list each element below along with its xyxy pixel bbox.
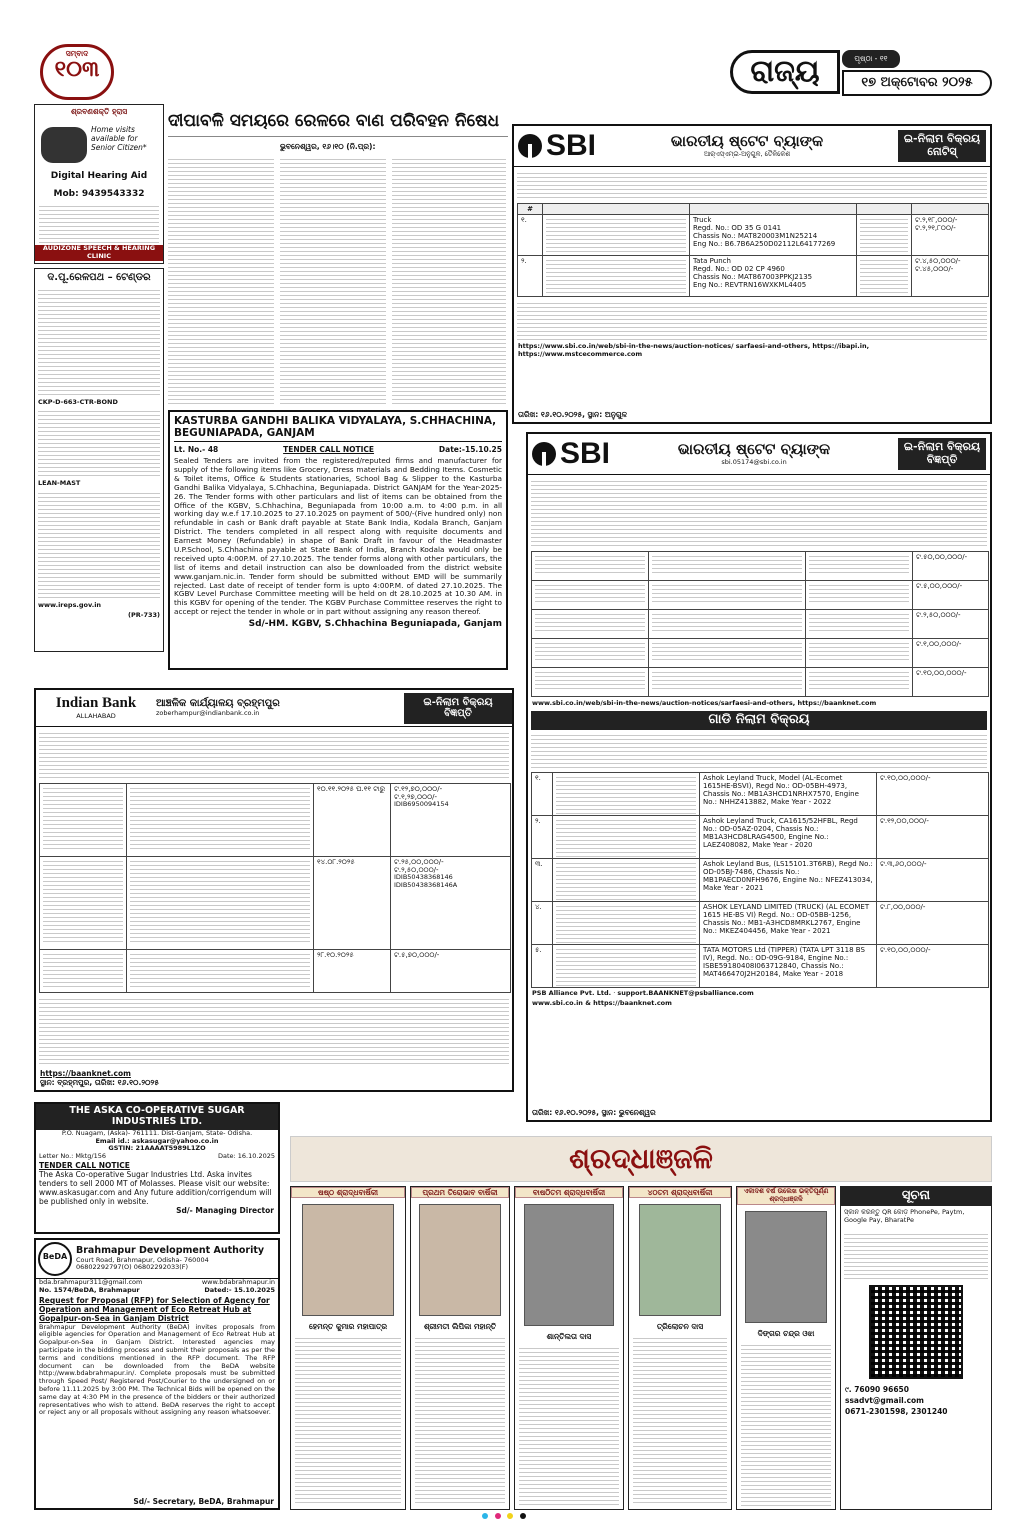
sbi2-reserve-1: ଟ.୫୦,୦୦,୦୦୦/- — [913, 552, 989, 581]
paper-name: ସମ୍ବାଦ — [65, 49, 89, 58]
sbi2-v2-price: ଟ.୧୨,୦୦,୦୦୦/- — [877, 815, 989, 858]
indian-bank-terms — [39, 996, 509, 1066]
hearing-aid-image — [41, 127, 87, 163]
tribute-1-ribbon: ଷଷ୍ଠ ଶ୍ରାଦ୍ଧବାର୍ଷିକୀ — [291, 1187, 405, 1198]
sbi2-v1-price: ଟ.୧୦,୦୦,୦୦୦/- — [877, 772, 989, 815]
tribute-5-name: ଦିଙ୍ଗର ଚନ୍ଦ୍ର ଓଝା — [757, 1328, 815, 1338]
hearing-ad-mobile: Mob: 9439543332 — [53, 189, 145, 199]
hearing-ad-company: Digital Hearing Aid — [50, 171, 148, 181]
sbi2-reserve-4: ଟ.୧,୦୦,୦୦୦/- — [913, 639, 989, 668]
sbi1-table: # ୧. Truck Regd. No.: OD 35 G 0141 Chassis No.: MAT820003M1N25214 Eng No.: B6.7B6A250D02112L64177269 ଟ.୨,୧୮,୦୦୦/- ଟ.୨,୨୧,୮୦୦/- ୨. Tata Punch Regd. No.: OD 02 CP 4960 Chassis No.: MAT867003PPKJ2135 Eng No.: REVTRN16WXKML4405 ଟ.୪,୫୦,୦୦୦/- ଟ.୪୫,୦୦୦/- — [517, 203, 989, 297]
hearing-ad-tag: Home visits available for Senior Citizen* — [91, 125, 147, 152]
sbi2-reserve-3: ଟ.୨,୫୦,୦୦୦/- — [913, 610, 989, 639]
ib-amount-2: ଟ.୧,୨୭,୦୦୦/- — [394, 793, 438, 802]
sbi2-reserve-2: ଟ.୫,୦୦,୦୦୦/- — [913, 581, 989, 610]
tribute-3-ribbon: ବାଷଠିତମ ଶ୍ରାଦ୍ଧବାର୍ଷିକୀ — [515, 1187, 623, 1198]
sbi2-v2-desc: Ashok Leyland Truck, CA1615/52HFBL, Regd No.: OD-05AZ-0204, Chassis No.: MB1A3HCD8LRAG4500, Engine No.: LAEZ408082, Make Year - 2020 — [700, 815, 877, 858]
masthead-logo — [40, 44, 114, 100]
qr-code-icon[interactable] — [869, 1285, 963, 1379]
beda-notice — [34, 1238, 280, 1510]
sbi2-v3-desc: Ashok Leyland Bus, (LS15101.3T6RB), Regd No.: OD-05BJ-7486, Chassis No.: MB1PAECD0NFH9676, Engine No.: NFEZ413034, Make Year - 2021 — [700, 858, 877, 901]
tribute-1 — [290, 1186, 406, 1510]
tribute-4 — [628, 1186, 732, 1510]
reg-dot-magenta — [495, 1513, 501, 1519]
beda-email: bda.brahmapur311@gmail.com — [39, 1278, 143, 1286]
tribute-1-text — [295, 1335, 401, 1505]
sbi-logo-icon — [518, 134, 542, 158]
sbi1-intro — [517, 170, 987, 200]
railway-ref-1: CKP-D-663-CTR-BOND — [38, 397, 118, 406]
kgbv-body: Sealed Tenders are invited from the registered/reputed firms and manufacturer for supply of the following items like Grocery, Dress materials and Bedding Items. Cosmetic & Toilet items, Office & Students stationaries, School Bag & Slipper to the Kasturba Gandhi Balika Vidyalaya, S.Chhachina, Beguniapada. District GANJAM for the Year-2025-26. The Tender forms with other particulars and list of items can be obtained from the Office of the KGBV, S.Chhachina, Beguniapada from 10:00 a.m. to 4:00 p.m. in all working day w.e.f 17.10.2025 to 27.10.2025 on payment of 500/-(Five hundred only) non refundable in cash or Bank draft payable at State Bank India, Kodala Branch, Ganjam District. The tenders completed in all respect along with requisite documents and Earnest Money (Refundable) in shape of Bank Draft in favour of the Headmaster U.P.School, S.Chhachina payable at State Bank of India, Branch Kodala would only be received upto 4:00P.M. of 27.10.2025. The tender forms along with other particulars, the list of items and detail instruction can also be downloaded from the district website www.ganjam.nic.in. Tender form should be submitted without EMD will be summarily rejected. Last date of receipt of tender form is upto 4:00P.M. of dated 27.10.2025. The KGBV Level Purchase Committee meeting will be held on dt 28.10.2025 at 10.30 AM. in this KGBV for opening of the tender. The KGBV Purchase Committee reserves the right to accept or reject the tender in whole or in part without assigning any reason thereof. — [174, 456, 502, 617]
sbi1-logo: SBI — [518, 129, 596, 164]
section-name: ରାଜ୍ୟ — [750, 54, 820, 89]
hearing-ad-text — [39, 203, 159, 247]
sbi-notice-2 — [526, 432, 992, 1122]
notice-landline: 0671-2301598, 2301240 — [845, 1406, 948, 1416]
section-title — [730, 50, 840, 94]
kgbv-notice: TENDER CALL NOTICE — [283, 445, 375, 455]
sbi2-reserve-5: ଟ.୧୦,୦୦,୦୦୦/- — [913, 668, 989, 697]
beda-no: No. 1574/BeDA, Brahmapur — [39, 1285, 140, 1294]
indian-bank-table — [39, 783, 511, 993]
tribute-2-photo — [419, 1204, 501, 1316]
tribute-4-text — [633, 1335, 727, 1505]
sbi2-email: sbi.05174@sbi.co.in — [721, 457, 787, 466]
indian-bank-intro — [39, 730, 509, 780]
sbi2-v1-desc: Ashok Leyland Truck, Model (AL-Ecomet 1615HE-BSVI), Regd No.: OD-05BH-4973, Chassis No.: MB1A3HCD1NRHX7570, Engine No.: NHHZ413882, Make Year - 2022 — [700, 772, 877, 815]
aska-sign: Sd/- Managing Director — [176, 1206, 274, 1216]
sbi2-v5-price: ଟ.୧୦,୦୦,୦୦୦/- — [877, 944, 989, 987]
aska-sugar-notice — [34, 1102, 280, 1234]
ib-id-2: IDIB50438368146 — [394, 873, 453, 882]
sbi2-vehicle-intro — [531, 732, 987, 770]
sbi2-v5-desc: TATA MOTORS Ltd (TIPPER) (TATA LPT 3118 BS IV), Regd. No.: OD-09G-9184, Engine No.: ISBE59180408I063712840, Chassis No.: MAT466470J2H20184, Make Year - 2018 — [700, 944, 877, 987]
aska-notice: TENDER CALL NOTICE — [39, 1161, 130, 1171]
sbi1-header — [514, 126, 990, 167]
sbi2-property-table — [531, 551, 989, 697]
sbi2-vehicle-header: ଗାଡି ନିଲାମ ବିକ୍ରୟ — [531, 711, 987, 730]
page-number: ପୃଷ୍ଠା - ୧୧ — [842, 50, 900, 68]
tribute-2 — [410, 1186, 510, 1510]
beda-phone: 06802292797(O) 06802292033(F) — [76, 1263, 189, 1272]
beda-rfp: Request for Proposal (RFP) for Selection of Agency for Operation and Management of Eco Retreat Hub at Gopalpur-on-Sea in Ganjam District — [39, 1295, 270, 1323]
lead-story — [168, 108, 508, 408]
tribute-4-photo — [639, 1204, 721, 1316]
indian-bank-badge: ଇ-ନିଲାମ ବିକ୍ରୟ ବିଜ୍ଞପ୍ତି — [404, 693, 512, 724]
tribute-3-photo — [524, 1204, 614, 1326]
tribute-2-text — [415, 1335, 505, 1505]
kgbv-sign: Sd/-HM. KGBV, S.Chhachina Beguniapada, Ganjam — [248, 619, 502, 630]
sbi2-v3-price: ଟ.୩,୬୦,୦୦୦/- — [877, 858, 989, 901]
sbi-notice-1 — [512, 124, 992, 424]
aska-meta — [36, 1153, 278, 1161]
aska-body: The Aska Co-operative Sugar Industries Ltd. Aska invites tenders to sell 2000 MT of Molasses. Please visit our website: www.askasugar.com and Any future addition/corrigendum will be published only in website. — [39, 1170, 272, 1207]
aska-date: Date: 16.10.2025 — [217, 1152, 275, 1161]
aska-title: THE ASKA CO-OPERATIVE SUGAR INDUSTRIES LTD. — [36, 1104, 278, 1130]
lead-col-3 — [392, 156, 506, 404]
beda-header — [36, 1240, 278, 1279]
hearing-aid-ad — [34, 104, 164, 264]
notice-email: ssadvt@gmail.com — [845, 1395, 924, 1405]
tribute-3-name: ଶାନ୍ତିଲତା ଦାସ — [546, 1332, 592, 1341]
tribute-2-ribbon: ପ୍ରଥମ ତିରୋଭାବ ବାର୍ଷିକୀ — [411, 1187, 509, 1198]
beda-address: Court Road, Brahmapur, Odisha- 760004 — [76, 1255, 209, 1264]
beda-logo: BeDA — [38, 1242, 72, 1276]
sbi2-support[interactable]: support.BAANKNET@psballiance.com — [617, 988, 754, 997]
sbi1-v2-desc: Tata Punch — [693, 257, 731, 266]
aska-email: Email id.: askasugar@yahoo.co.in — [95, 1136, 219, 1145]
reg-dot-cyan — [482, 1513, 488, 1519]
tribute-4-ribbon: ୪ଠତମ ଶ୍ରାଦ୍ଧବାର୍ଷିକୀ — [629, 1187, 731, 1198]
sbi2-badge: ଇ-ନିଲାମ ବିକ୍ରୟ ବିଜ୍ଞପ୍ତି — [898, 438, 986, 469]
railway-url: www.ireps.gov.in — [38, 601, 102, 610]
sbi1-branch: ଆର୍‌ଏସ୍‌ଏମ୍‌ଇ-ଅନୁଗୁଳ, ତୈଳିକେଶ — [703, 149, 791, 158]
tribute-3-text — [519, 1345, 619, 1505]
kgbv-lt-no: Lt. No.- 48 — [174, 445, 219, 455]
ib-date-2: ୧୪.୦୮.୨୦୨୫ — [314, 857, 391, 950]
sbi2-web[interactable]: www.sbi.co.in & https://baanknet.com — [532, 998, 672, 1007]
tribute-5 — [736, 1186, 836, 1510]
paper-years: ୧୦୩ — [54, 57, 100, 82]
railway-pr: (PR-733) — [128, 610, 160, 619]
sbi2-bank: ଭାରତୀୟ ଷ୍ଟେଟ ବ୍ୟାଙ୍କ — [677, 440, 831, 459]
sbi2-logo: SBI — [532, 437, 610, 472]
beda-date: Dated:- 15.10.2025 — [204, 1285, 275, 1294]
sbi2-vehicle-table: ୧. Ashok Leyland Truck, Model (AL-Ecomet 1615HE-BSVI), Regd No.: OD-05BH-4973, Chassis No.: MB1A3HCD1NRHX7570, Engine No.: NHHZ413882, Make Year - 2022 ଟ.୧୦,୦୦,୦୦୦/- ୨. Ashok Leyland Truck, CA1615/52HFBL, Regd No.: OD-05AZ-0204, Chassis No.: MB1A3HCD8LRAG4500, Engine No.: LAEZ408082, Make Year - 2020 ଟ.୧୨,୦୦,୦୦୦/- ୩. Ashok Leyland Bus, (LS15101.3T6RB), Regd No.: OD-05BJ-7486, Chassis No.: MB1PAECD0NFH9676, Engine No.: NFEZ413034, Make Year - 2021 ଟ.୩,୬୦,୦୦୦/- ୪. ASHOK LEYLAND LIMITED (TRUCK) (AL ECOMET 1615 HE-BS VI) Regd. No.: OD-05BB-1256, Chassis No.: MB1-A3HCD8MRKL2767, Engine No.: MKEZ404456, Make Year - 2021 ଟ.୮,୦୦,୦୦୦/- ୫. TATA MOTORS Ltd (TIPPER) (TATA LPT 3118 BS IV), Regd. No.: OD-09G-9184, Engine No.: ISBE59180408I063712840, Chassis No.: MAT466470J2H20184, Make Year - 2018 ଟ.୧୦,୦୦,୦୦୦/- — [531, 772, 989, 988]
beda-web: www.bdabrahmapur.in — [201, 1278, 275, 1286]
lead-col-1 — [168, 156, 274, 404]
tribute-5-ribbon: ଏକାଦଶ ବର୍ଷ ଉଲେଖ ଭକ୍ତିପୂର୍ଣ୍ଣ ଶ୍ରଦ୍ଧାଞ୍ଜଳି — [737, 1187, 835, 1205]
sbi1-footer: ତାରିଖ: ୧୬.୧୦.୨୦୨୫, ସ୍ଥାନ: ଅନୁଗୁଳ — [518, 410, 628, 419]
tribute-2-name: ଶ୍ରୀମତୀ ଲିପିକା ମହାନ୍ତି — [423, 1322, 497, 1331]
ib-amount-5: ଟ.୫,୭୦,୦୦୦/- — [391, 950, 511, 993]
beda-sign: Sd/- Secretary, BeDA, Brahmapur — [133, 1497, 274, 1506]
tribute-3 — [514, 1186, 624, 1510]
sbi1-v2-price: ଟ.୪,୫୦,୦୦୦/- — [915, 257, 961, 266]
reg-dot-black — [520, 1513, 526, 1519]
ib-amount-1: ଟ.୧୨,୭୦,୦୦୦/- — [394, 785, 443, 793]
lead-col-2 — [280, 156, 386, 404]
hearing-ad-footer: AUDIZONE SPEECH & HEARING CLINIC — [35, 245, 163, 261]
shraddhanjali-banner — [290, 1136, 992, 1182]
lead-headline: ଦୀପାବଳି ସମୟରେ ରେଳରେ ବାଣ ପରିବହନ ନିଷେଧ — [168, 108, 508, 137]
ib-id-3: IDIB50438368146A — [394, 880, 458, 889]
tribute-4-name: ତ୍ରିଲୋଚନ ଦାସ — [656, 1322, 704, 1331]
indian-bank-footer: ସ୍ଥାନ: ବ୍ରହ୍ମପୁର, ତାରିଖ: ୧୬.୧୦.୨୦୨୫ — [40, 1078, 159, 1087]
page-date: ୧୭ ଅକ୍ଟୋବର ୨୦୨୫ — [842, 70, 992, 96]
ib-amount-3: ଟ.୨୫,୦୦,୦୦୦/- — [394, 858, 444, 866]
sbi1-bank: ଭାରତୀୟ ଷ୍ଟେଟ ବ୍ୟାଙ୍କ — [670, 132, 824, 151]
sbi1-v1-price: ଟ.୨,୧୮,୦୦୦/- — [915, 216, 958, 225]
sbi2-psb-line: PSB Alliance Pvt. Ltd. · support.BAANKNET@psballiance.com — [532, 988, 754, 997]
indian-bank-header — [36, 690, 512, 727]
reg-dot-yellow — [507, 1513, 513, 1519]
indian-bank-site[interactable]: https://baanknet.com — [40, 1069, 131, 1078]
tribute-5-text — [741, 1342, 831, 1510]
railway-tender — [34, 268, 164, 652]
sbi1-badge: ଇ-ନିଲାମ ବିକ୍ରୟ ନୋଟିସ୍ — [898, 130, 986, 161]
sbi-logo-icon — [532, 442, 556, 466]
ib-id-1: IDIB6950094154 — [394, 800, 449, 809]
lead-dateline: ଭୁବନେଶ୍ୱର, ୧୬।୧୦ (ନି.ପ୍ର): — [280, 142, 376, 151]
registration-marks — [480, 1512, 580, 1520]
shraddhanjali-title: ଶ୍ରଦ୍ଧାଞ୍ଜଳି — [569, 1142, 713, 1175]
aska-gstin: GSTIN: 21AAAAT5989L1ZO — [108, 1144, 206, 1153]
tribute-1-name: ହେମନ୍ତ କୁମାର ମହାପାତ୍ର — [308, 1322, 388, 1331]
kgbv-date: Date:-15.10.25 — [438, 445, 502, 455]
indian-bank-logo: Indian Bank ALLAHABAD — [55, 695, 137, 720]
indian-bank-email: zoberhampur@indianbank.co.in — [156, 708, 260, 717]
aska-letter: Letter No.: Mktg/156 — [39, 1152, 107, 1161]
notice-box — [840, 1186, 992, 1510]
railway-text-1 — [38, 287, 160, 397]
sbi1-v1-desc: Truck — [693, 216, 712, 225]
aska-address: P.O. Nuagam, (Aska)- 761111. Dist-Ganjam, State- Odisha. — [61, 1128, 253, 1137]
sbi2-v4-price: ଟ.୮,୦୦,୦୦୦/- — [877, 901, 989, 944]
railway-text-3 — [38, 490, 160, 600]
notice-lines — [844, 1231, 988, 1281]
beda-body: Brahmapur Development Authority (BeDA) invites proposals from eligible agencies for Operation and Management of Eco Retreat Hub at Gopalpur-on-Sea in Ganjam District. Interested agencies may participate in the bidding process and submit their proposals as per the terms and conditions mentioned in the RFP document. The RFP document can be downloaded from the BeDA website http://www.bdabrahmapur.in/. Complete proposals must be submitted through Speed Post/ Registered Post/Courier to the undersigned on or before 11.11.2025 by 3:00 PM. The Technical Bids will be opened on the same day at 4:30 PM in the presence of the bidders or their authorized representatives who wish to attend. BeDA reserves the right to accept or reject any or all proposals without assigning any reason whatsoever. — [39, 1322, 275, 1417]
notice-phone: ୯. 76090 96650 — [845, 1384, 909, 1394]
notice-title: ସୂଚନା — [841, 1187, 991, 1206]
railway-title: ଦ.ପୂ.ରେଳପଥ – ଟେଣ୍ଡର — [47, 272, 151, 283]
indian-bank-notice — [34, 688, 514, 1092]
ib-amount-4: ଟ.୨,୫୦,୦୦୦/- — [394, 866, 439, 875]
sbi2-psb: PSB Alliance Pvt. Ltd. — [532, 988, 612, 997]
sbi1-links[interactable]: https://www.sbi.co.in/web/sbi-in-the-news/auction-notices/ sarfaesi-and-others, https://ibapi.in, https://www.mstcecommerce.com — [518, 342, 870, 358]
beda-title: Brahmapur Development Authority — [76, 1244, 265, 1256]
tribute-5-photo — [745, 1211, 827, 1323]
sbi2-header — [528, 434, 990, 475]
railway-ref-2: LEAN-MAST — [38, 479, 81, 488]
kgbv-tender — [168, 410, 508, 670]
railway-text-2 — [38, 408, 160, 478]
ib-date-3: ୨୮.୧୦.୨୦୨୫ — [314, 950, 391, 993]
ib-date-1: ୧୦.୧୧.୨୦୨୫ ଘ.୧୧ ଟାରୁ — [314, 784, 391, 857]
sbi2-links[interactable]: www.sbi.co.in/web/sbi-in-the-news/auction-notices/sarfaesi-and-others, https://baanknet.com — [532, 699, 877, 707]
sbi2-intro — [531, 478, 987, 548]
hearing-ad-headline: ଶ୍ରବଣଶକ୍ତି ହ୍ରାସ — [70, 107, 128, 116]
sbi2-footer: ତାରିଖ: ୧୬.୧୦.୨୦୨୫, ସ୍ଥାନ: ଭୁବନେଶ୍ୱର — [532, 1108, 656, 1117]
sbi1-terms — [517, 300, 987, 340]
sbi2-v4-desc: ASHOK LEYLAND LIMITED (TRUCK) (AL ECOMET 1615 HE-BS VI) Regd. No.: OD-05BB-1256, Chassis No.: MB1-A3HCD8MRKL2767, Engine No.: MKEZ404456, Make Year - 2021 — [700, 901, 877, 944]
indian-bank-office: ଆଞ୍ଚଳିକ କାର୍ଯ୍ୟାଳୟ ବ୍ରହ୍ମପୁର zoberhampur@indianbank.co.in — [156, 698, 404, 717]
kgbv-meta — [174, 445, 502, 454]
kgbv-title: KASTURBA GANDHI BALIKA VIDYALAYA, S.CHHACHINA, BEGUNIAPADA, GANJAM — [174, 415, 502, 442]
notice-text: ସ୍କାନ କରନ୍ତୁ QR କୋଡ଼ PhonePe, Paytm, Google Pay, BharatPe — [844, 1207, 965, 1224]
tribute-1-photo — [302, 1204, 394, 1316]
